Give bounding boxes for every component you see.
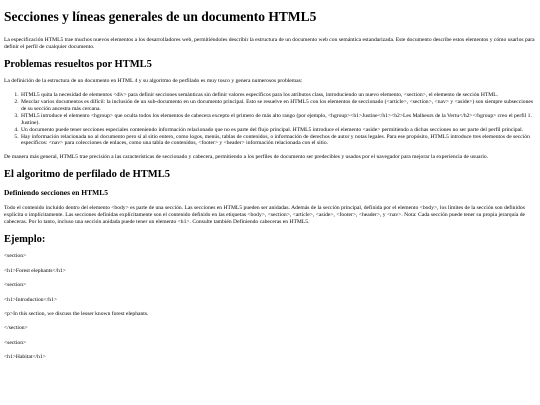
example-line: <section> bbox=[4, 339, 27, 346]
example-line: </section> bbox=[4, 325, 28, 332]
example-heading: Ejemplo: bbox=[4, 233, 46, 245]
problems-lead-paragraph: La definición de la estructura de un documento en HTML 4 y su algoritmo de perfilado es muy tosco y genera numerosos problemas: bbox=[4, 78, 303, 85]
intro-paragraph: La especificación HTML5 trae muchos nuevos elementos a los desarrolladores web, permitiéndoles describir la estructura de un documento web con semántica estandarizada. Este documento describe estos elementos y cómo usarlos para definir el perfil de cualquier documento. bbox=[4, 36, 535, 50]
example-line: <h1>Habitat</h1> bbox=[4, 354, 46, 361]
list-item: 2. Mezclar varios documentos es difícil: la inclusión de un sub-documento en un documento principal. Esto se resuelve en HTML5 con los elementos de seccionado (<article>, <section>, <nav> y <aside>) son siempre subsecciones de su sección ancestra más cercana. bbox=[20, 99, 536, 113]
example-code-block bbox=[4, 253, 536, 361]
page-title: Secciones y líneas generales de un documento HTML5 bbox=[4, 9, 317, 24]
example-line: <section> bbox=[4, 282, 27, 289]
defining-sections-subheading: Definiendo secciones en HTML5 bbox=[4, 187, 108, 197]
list-item: 5. Hay información relacionada no al documento pero sí al sitio entero, como logos, menús, tablas de contenidos, o información de derechos de autor y notas legales. Para ese propósito, HTML5 introduce tres elementos de sección específicos: <nav> para colecciones de enlaces, como una tabla de contenidos, <footer> y <header> información relacionada con el sitio. bbox=[20, 134, 536, 148]
example-line: <h1>Introduction</h1> bbox=[4, 296, 58, 303]
example-line: <h1>Forest elephants</h1> bbox=[4, 267, 66, 274]
problems-list bbox=[4, 92, 536, 147]
list-item: 3. HTML5 introduce el elemento <hgroup> que oculta todos los elementos de cabecera excepto el primero de más alto rango (por ejemplo, <hgroup><h1>Justine</h1><h2>Les Malheurs de la Vertu</h2></hgroup> creo el perfil 1. Justine). bbox=[20, 113, 536, 127]
problems-closing-paragraph: De manera más general, HTML5 trae precisión a las características de seccionado y cabecera, permitiendo a los perfiles de documento ser predecibles y usados por el navegador para mejorar la experiencia de usuario. bbox=[4, 154, 489, 161]
example-line: <p>In this section, we discuss the lesser known forest elephants. bbox=[4, 310, 149, 317]
algorithm-paragraph: Todo el contenido incluido dentro del elemento <body> es parte de una sección. Las secciones en HTML5 pueden ser anidadas. Además de la sección principal, definida por el elemento <body>, los límites de la sección son definidos explícita o implícitamente. Las secciones definidas explícitamente son el contenido definido en las etiquetas <body>, <section>, <article>, <aside>, <footer>, <header>, y <nav>. Nota: Cada sección puede tener su propia jerarquía de cabeceras. Por lo tanto, incluso una sección anidada puede tener un elemento <h1>. Consulte también Definiendo cabeceras en HTML5. bbox=[4, 205, 526, 225]
list-item: 1. HTML5 quita la necesidad de elementos <div> para definir secciones semánticas sin definir valores específicos para los atributos class, introduciendo un nuevo elemento, <section>, el elemento de sección HTML. bbox=[20, 92, 536, 99]
algorithm-heading: El algoritmo de perfilado de HTML5 bbox=[4, 169, 170, 181]
list-item: 4. Un documento puede tener secciones especiales conteniendo información relacionado que no es parte del flujo principal. HTML5 introduce el elemento <aside> permitiendo a dichas secciones no ser parte del perfil principal. bbox=[20, 127, 536, 134]
example-line: <section> bbox=[4, 253, 27, 260]
problems-heading: Problemas resueltos por HTML5 bbox=[4, 58, 152, 70]
